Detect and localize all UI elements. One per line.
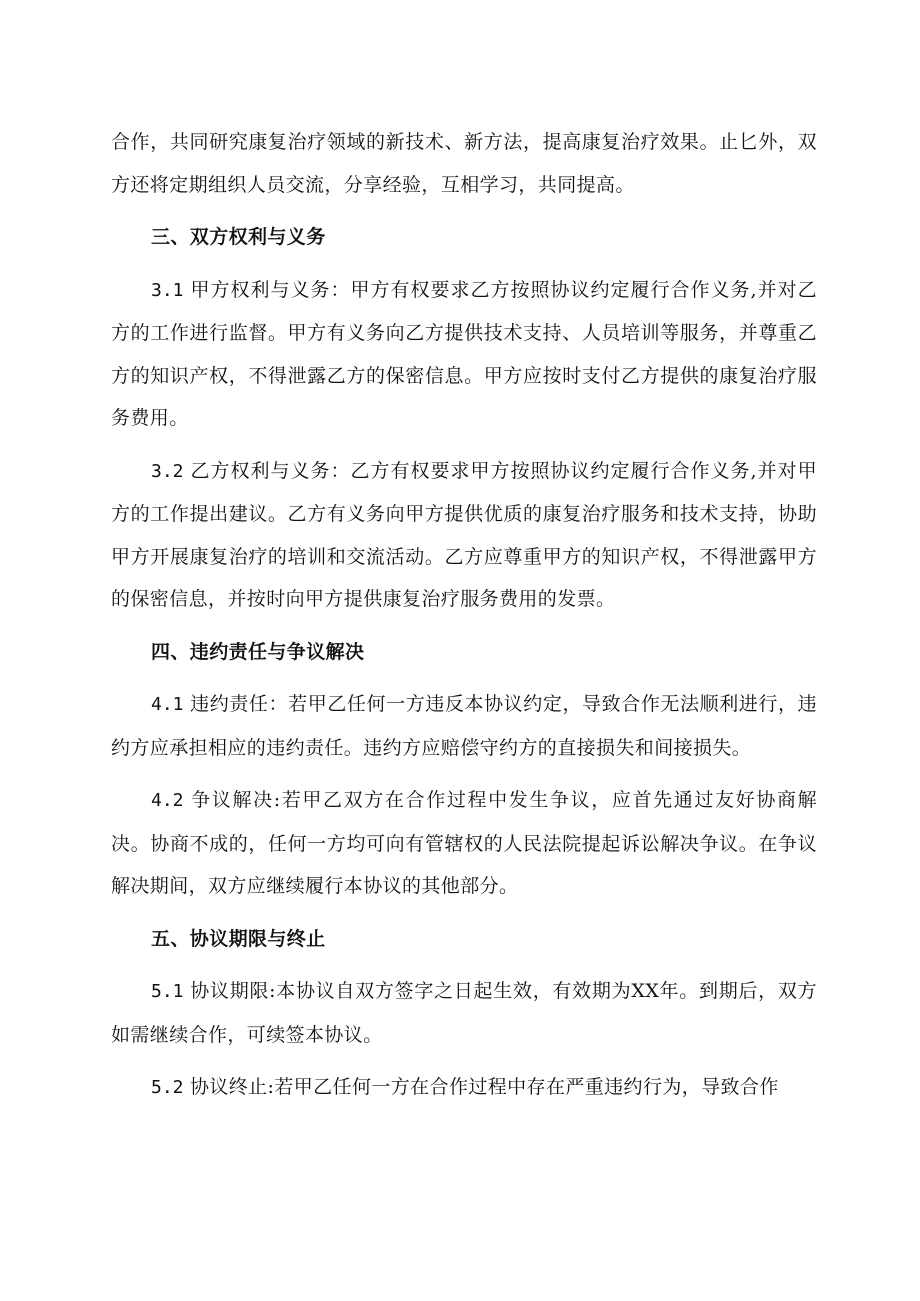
clause-text: 违约责任：若甲乙任何一方违反本协议约定，导致合作无法顺利进行，违约方应承担相应的违约责任。违约方应赔偿守约方的直接损失和间接损失。: [111, 693, 817, 759]
clause-5-2: [111, 1066, 817, 1110]
section-heading-rights-obligations: [111, 216, 817, 259]
clause-text: 协议终止:若甲乙任何一方在合作过程中存在严重违约行为，导致合作: [183, 1076, 779, 1098]
paragraph-intro-continuation: [111, 121, 817, 206]
clause-4-2: [111, 779, 817, 908]
clause-text: 争议解决:若甲乙双方在合作过程中发生争议，应首先通过友好协商解决。协商不成的，任何一方均可向有管辖权的人民法院提起诉讼解决争议。在争议解决期间，双方应继续履行本协议的其他部分。: [111, 789, 817, 897]
clause-3-1: [111, 269, 817, 440]
clause-number: 4.1: [151, 694, 184, 715]
clause-5-1: [111, 970, 817, 1056]
paragraph-text: 合作，共同研究康复治疗领域的新技术、新方法，提高康复治疗效果。止匕外，双方还将定期组织人员交流，分享经验，互相学习，共同提高。: [111, 131, 817, 196]
heading-text: 四、违约责任与争议解决: [151, 640, 365, 663]
clause-number: 3.1: [151, 279, 184, 301]
clause-number: 5.2: [151, 1077, 184, 1098]
clause-number: 3.2: [151, 460, 184, 482]
clause-text: 乙方权利与义务：乙方有权要求甲方按照协议约定履行合作义务,并对甲方的工作提出建议。乙方有义务向甲方提供优质的康复治疗服务和技术支持，协助甲方开展康复治疗的培训和交流活动。乙方应尊重甲方的知识产权，不得泄露甲方的保密信息，并按时向甲方提供康复治疗服务费用的发票。: [111, 459, 817, 610]
section-heading-breach-disputes: [111, 631, 817, 674]
clause-number: 5.1: [151, 981, 184, 1002]
clause-3-2: [111, 450, 817, 621]
section-heading-term-termination: [111, 918, 817, 961]
clause-text: 甲方权利与义务：甲方有权要求乙方按照协议约定履行合作义务,并对乙方的工作进行监督。甲方有义务向乙方提供技术支持、人员培训等服务，并尊重乙方的知识产权，不得泄露乙方的保密信息。甲方应按时支付乙方提供的康复治疗服务费用。: [111, 278, 817, 429]
heading-text: 五、协议期限与终止: [151, 927, 326, 950]
clause-number: 4.2: [151, 790, 184, 811]
clause-text: 协议期限:本协议自双方签字之日起生效，有效期为XX年。到期后，双方如需继续合作，可续签本协议。: [111, 980, 817, 1046]
document-body: [111, 121, 817, 1120]
clause-4-1: [111, 683, 817, 769]
heading-text: 三、双方权利与义务: [151, 226, 326, 248]
